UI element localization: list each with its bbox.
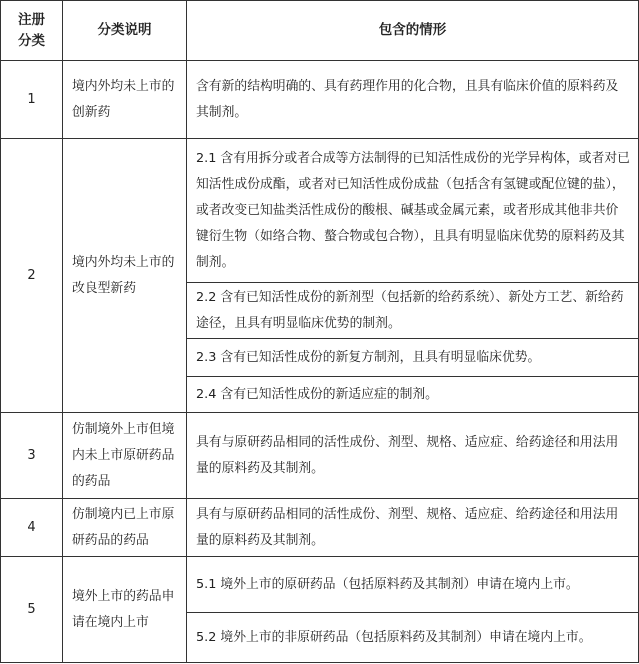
row-3-content: 具有与原研药品相同的活性成份、剂型、规格、适应症、给药途径和用法用量的原料药及其制剂。: [187, 413, 639, 499]
row-1-desc: 境内外均未上市的创新药: [63, 61, 187, 139]
table-row: [1, 499, 639, 557]
row-3-desc: 仿制境外上市但境内未上市原研药品的药品: [63, 413, 187, 499]
header-class-desc: 分类说明: [63, 1, 187, 61]
row-5-content-1: 5.1 境外上市的原研药品（包括原料药及其制剂）申请在境内上市。: [187, 557, 639, 613]
table-row: [1, 557, 639, 613]
row-4-num: 4: [1, 499, 63, 557]
row-2-desc: 境内外均未上市的改良型新药: [63, 139, 187, 413]
row-1-num: 1: [1, 61, 63, 139]
row-2-content-2: 2.2 含有已知活性成份的新剂型（包括新的给药系统）、新处方工艺、新给药途径，且具有明显临床优势的制剂。: [187, 283, 639, 339]
header-contents: 包含的情形: [187, 1, 639, 61]
row-2-content-4: 2.4 含有已知活性成份的新适应症的制剂。: [187, 377, 639, 413]
row-5-content-2: 5.2 境外上市的非原研药品（包括原料药及其制剂）申请在境内上市。: [187, 613, 639, 663]
table-row: [1, 139, 639, 283]
row-5-num: 5: [1, 557, 63, 663]
table-header-row: [1, 1, 639, 61]
row-2-content-1: 2.1 含有用拆分或者合成等方法制得的已知活性成份的光学异构体，或者对已知活性成份成酯，或者对已知活性成份成盐（包括含有氢键或配位键的盐），或者改变已知盐类活性成份的酸根、碱基或金属元素，或者形成其他非共价键衍生物（如络合物、螯合物或包合物），且具有明显临床优势的原料药及其制剂。: [187, 139, 639, 283]
row-4-desc: 仿制境内已上市原研药品的药品: [63, 499, 187, 557]
row-1-content: 含有新的结构明确的、具有药理作用的化合物，且具有临床价值的原料药及其制剂。: [187, 61, 639, 139]
table-row: [1, 413, 639, 499]
header-reg-class: 注册 分类: [1, 1, 63, 61]
row-2-content-3: 2.3 含有已知活性成份的新复方制剂，且具有明显临床优势。: [187, 339, 639, 377]
row-5-desc: 境外上市的药品申请在境内上市: [63, 557, 187, 663]
row-4-content: 具有与原研药品相同的活性成份、剂型、规格、适应症、给药途径和用法用量的原料药及其制剂。: [187, 499, 639, 557]
row-3-num: 3: [1, 413, 63, 499]
table-row: [1, 61, 639, 139]
row-2-num: 2: [1, 139, 63, 413]
